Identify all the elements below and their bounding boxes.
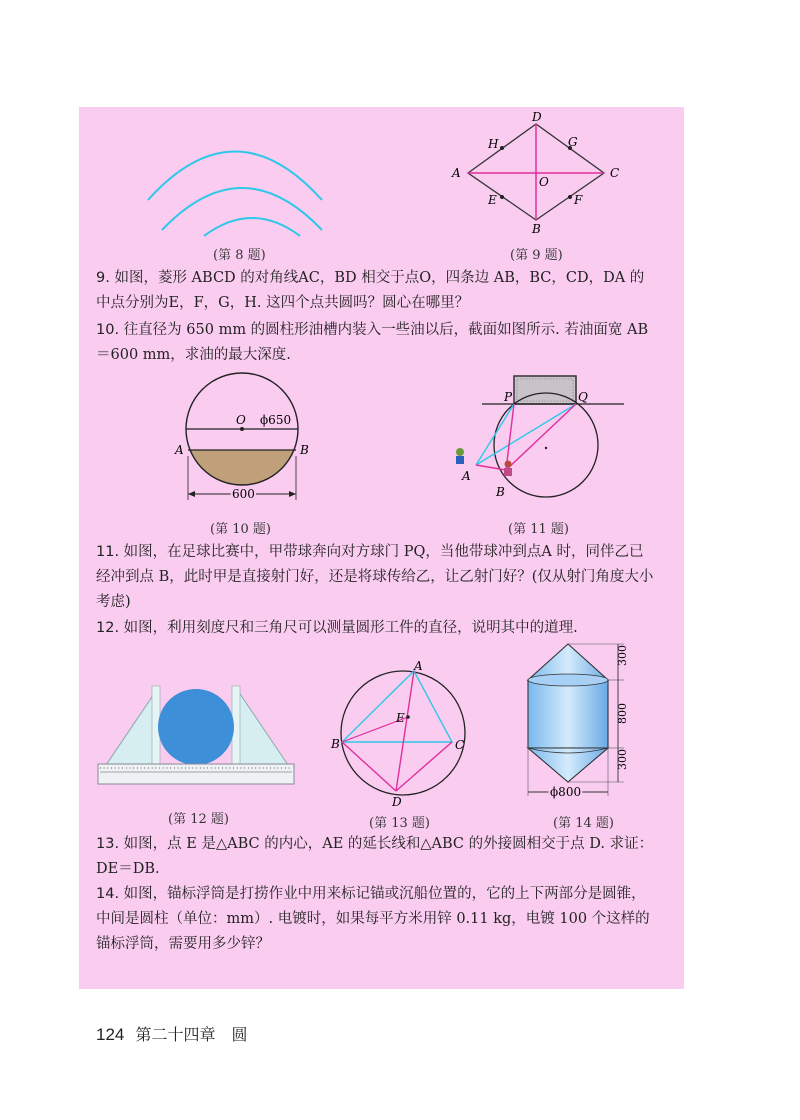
figure-9-caption: (第 9 题) <box>510 248 563 263</box>
figure-12-caption: (第 12 题) <box>168 812 229 827</box>
label-O: O <box>236 413 246 427</box>
figure-11-caption: (第 11 题) <box>508 522 569 537</box>
page-number: 124 <box>96 1025 125 1044</box>
label-B: B <box>300 443 309 457</box>
figure-12-ruler <box>96 680 296 800</box>
figure-8-caption: (第 8 题) <box>213 248 266 263</box>
figure-13-caption: (第 13 题) <box>369 816 430 831</box>
figure-14-caption: (第 14 题) <box>553 816 614 831</box>
problem-number: 11. <box>96 544 120 560</box>
label-B: B <box>496 485 505 499</box>
label-D: D <box>392 795 402 808</box>
label-A: A <box>452 166 461 180</box>
problem-number: 14. <box>96 886 120 902</box>
figure-10-oil-tank <box>170 366 330 512</box>
label-E: E <box>396 711 405 725</box>
problem-9 <box>96 266 656 316</box>
problem-text: 如图，锚标浮筒是打捞作业中用来标记锚或沉船位置的，它的上下两部分是圆锥，中间是圆柱（单位：mm）. 电镀时，如果每平方米用锌 0.11 kg，电镀 100 个这样的锚标浮筒，需要用多少锌？ <box>96 886 650 952</box>
label-diameter: ϕ650 <box>260 413 292 427</box>
label-top: 300 <box>616 645 629 666</box>
problem-number: 13. <box>96 836 120 852</box>
label-A: A <box>414 659 423 673</box>
problem-14 <box>96 882 656 957</box>
problem-text: 如图，点 E 是△ABC 的内心，AE 的延长线和△ABC 的外接圆相交于点 D. 求证：DE＝DB. <box>96 836 654 877</box>
figure-9-rhombus <box>448 112 638 234</box>
problem-11 <box>96 540 656 615</box>
figure-11-goal <box>446 372 636 506</box>
label-middle: 800 <box>616 703 629 724</box>
label-bottom: 300 <box>616 749 629 770</box>
label-B: B <box>331 737 340 751</box>
figure-13-circle <box>328 658 478 808</box>
problem-text: 如图，菱形 ABCD 的对角线AC，BD 相交于点O，四条边 AB，BC，CD，DA 的中点分别为E，F，G，H. 这四个点共圆吗？圆心在哪里？ <box>96 270 645 311</box>
label-G: G <box>568 135 578 149</box>
label-D: D <box>532 112 542 124</box>
page-footer <box>96 1022 247 1045</box>
problem-13 <box>96 832 656 882</box>
label-diameter: ϕ800 <box>550 785 582 799</box>
label-P: P <box>504 390 513 404</box>
problem-text: 如图，利用刻度尺和三角尺可以测量圆形工件的直径，说明其中的道理. <box>123 620 578 636</box>
problem-number: 10. <box>96 322 120 338</box>
label-O: O <box>539 175 549 189</box>
figure-14-buoy <box>520 636 665 806</box>
label-H: H <box>488 137 499 151</box>
label-Q: Q <box>578 390 588 404</box>
chapter-title: 第二十四章 圆 <box>135 1025 248 1044</box>
figure-8-arcs <box>140 128 360 240</box>
label-A: A <box>175 443 184 457</box>
problem-text: 如图，在足球比赛中，甲带球奔向对方球门 PQ，当他带球冲到点A 时，同伴乙已经冲到点 B，此时甲是直接射门好，还是将球传给乙，让乙射门好？(仅从射门角度大小考虑) <box>96 544 654 610</box>
problem-number: 12. <box>96 620 120 636</box>
label-E: E <box>488 193 497 207</box>
problem-10 <box>96 318 656 368</box>
label-width: 600 <box>232 487 255 501</box>
label-C: C <box>455 738 465 752</box>
figure-10-caption: (第 10 题) <box>210 522 271 537</box>
label-C: C <box>610 166 620 180</box>
label-B: B <box>532 222 541 234</box>
problem-text: 往直径为 650 mm 的圆柱形油槽内装入一些油以后，截面如图所示. 若油面宽 AB＝600 mm，求油的最大深度. <box>96 322 649 363</box>
label-A: A <box>462 469 471 483</box>
problem-number: 9. <box>96 270 110 286</box>
label-F: F <box>574 193 583 207</box>
